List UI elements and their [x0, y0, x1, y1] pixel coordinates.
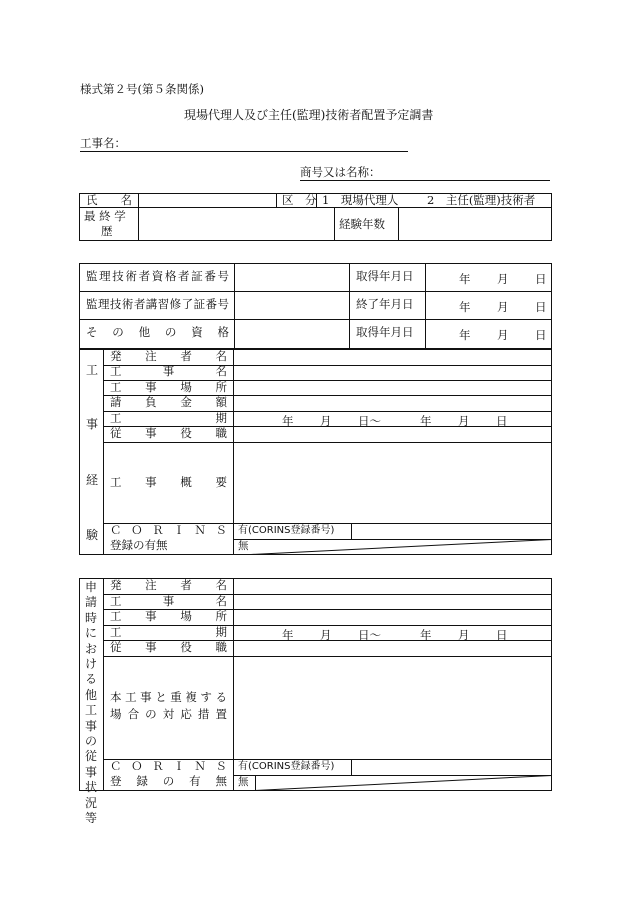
location-label: 工事場所 [110, 609, 227, 623]
day-label: 日 [535, 300, 547, 314]
document-title: 現場代理人及び主任(監理)技術者配置予定調書 [184, 108, 434, 122]
registration-label: 登録の有無 [110, 538, 168, 552]
divider [351, 523, 352, 539]
experience-years-label: 経験年数 [339, 217, 385, 231]
location-label: 工事場所 [110, 380, 227, 394]
category-option-chief-engineer: 2 主任(監理)技術者 [427, 193, 536, 207]
qualification-label: その他の資格 [86, 325, 229, 339]
role-label: 従事役職 [110, 640, 227, 654]
construction-name-label: 工事名： [80, 136, 126, 150]
year-label: 年 [420, 628, 432, 642]
side-label-char: 時 [84, 610, 97, 625]
month-label: 月 [320, 414, 332, 428]
day-label: 日 [496, 628, 508, 642]
form-number: 様式第２号(第５条関係) [80, 82, 204, 96]
period-from-day-label: 日～ [358, 414, 381, 428]
month-label: 月 [497, 272, 509, 286]
role-label: 従事役職 [110, 426, 227, 440]
side-label-char: 工 [86, 363, 99, 377]
divider [79, 291, 552, 292]
period-fields [0, 627, 630, 641]
side-label-char: 験 [86, 528, 99, 542]
year-label: 年 [459, 300, 471, 314]
side-label-char: 請 [84, 595, 97, 610]
divider [79, 319, 552, 320]
divider [79, 207, 552, 208]
orderer-label: 発注者名 [110, 578, 227, 592]
date-label: 終了年月日 [356, 297, 414, 311]
side-label-char: お [84, 641, 97, 656]
education-label-2: 歴 [101, 224, 113, 238]
day-label: 日 [535, 328, 547, 342]
divider [103, 656, 552, 657]
registration-label: 登録の有無 [110, 774, 227, 788]
side-label-char: 状 [84, 780, 97, 795]
side-label-char: 従 [84, 749, 97, 764]
divider [276, 193, 277, 207]
period-fields [0, 413, 630, 427]
side-label-char: の [84, 734, 97, 749]
month-label: 月 [497, 300, 509, 314]
divider [233, 539, 552, 540]
divider [233, 775, 552, 776]
divider [351, 759, 352, 775]
divider [334, 207, 335, 241]
date-fields [0, 299, 630, 313]
corins-no-label: 無 [238, 540, 249, 552]
overlap-measures-label: 本工事と重複する [110, 690, 227, 704]
side-label-char: に [84, 626, 97, 641]
day-label: 日 [496, 414, 508, 428]
month-label: 月 [320, 628, 332, 642]
month-label: 月 [458, 628, 470, 642]
side-label-char: 他 [84, 687, 97, 702]
contract-amount-label: 請負金額 [110, 395, 227, 409]
company-name-label: 商号又は名称： [300, 165, 381, 179]
company-name-underline [300, 180, 550, 181]
year-label: 年 [282, 414, 294, 428]
side-label-char: 経 [86, 473, 99, 487]
year-label: 年 [459, 328, 471, 342]
date-fields [0, 271, 630, 285]
divider [138, 193, 139, 241]
orderer-label: 発注者名 [110, 349, 227, 363]
overlap-measures-label-2: 場合の対応措置 [110, 707, 227, 721]
side-label-char: 等 [84, 811, 97, 826]
project-name-label: 工事名 [110, 594, 227, 608]
year-label: 年 [420, 414, 432, 428]
side-label-char: 事 [86, 417, 99, 431]
year-label: 年 [282, 628, 294, 642]
month-label: 月 [497, 328, 509, 342]
corins-label: ＣＯＲＩＮＳ [110, 759, 227, 773]
category-option-site-agent: 1 現場代理人 [322, 193, 399, 207]
period-label: 工期 [110, 625, 227, 639]
corins-yes-label: 有(CORINS登録番号) [238, 525, 335, 536]
side-label-char: 申 [84, 580, 97, 594]
qualification-label: 監理技術者講習修了証番号 [86, 297, 229, 311]
date-label: 取得年月日 [356, 269, 414, 283]
year-label: 年 [459, 272, 471, 286]
corins-label: ＣＯＲＩＮＳ [110, 523, 227, 537]
divider [103, 442, 552, 443]
date-label: 取得年月日 [356, 325, 414, 339]
category-label: 区 分 [282, 193, 317, 207]
education-label: 最 終 学 [84, 209, 126, 223]
side-label-char: 況 [84, 795, 97, 810]
side-label-char: る [84, 672, 97, 687]
side-label-vertical [83, 580, 99, 827]
period-from-day-label: 日～ [358, 628, 381, 642]
qualification-label: 監理技術者資格者証番号 [86, 269, 229, 283]
day-label: 日 [535, 272, 547, 286]
corins-no-label: 無 [238, 776, 249, 788]
side-label-char: 工 [84, 703, 97, 718]
date-fields [0, 327, 630, 341]
side-label-char: 事 [84, 764, 97, 779]
name-label: 氏 名 [86, 193, 132, 207]
overview-label: 工事概要 [110, 475, 227, 489]
corins-yes-label: 有(CORINS登録番号) [238, 761, 335, 772]
divider [255, 775, 256, 791]
project-name-label: 工事名 [110, 364, 227, 378]
month-label: 月 [458, 414, 470, 428]
construction-name-underline [80, 151, 408, 152]
period-label: 工期 [110, 411, 227, 425]
side-label-char: 事 [84, 718, 97, 733]
side-label-char: け [84, 657, 97, 672]
divider [398, 207, 399, 241]
